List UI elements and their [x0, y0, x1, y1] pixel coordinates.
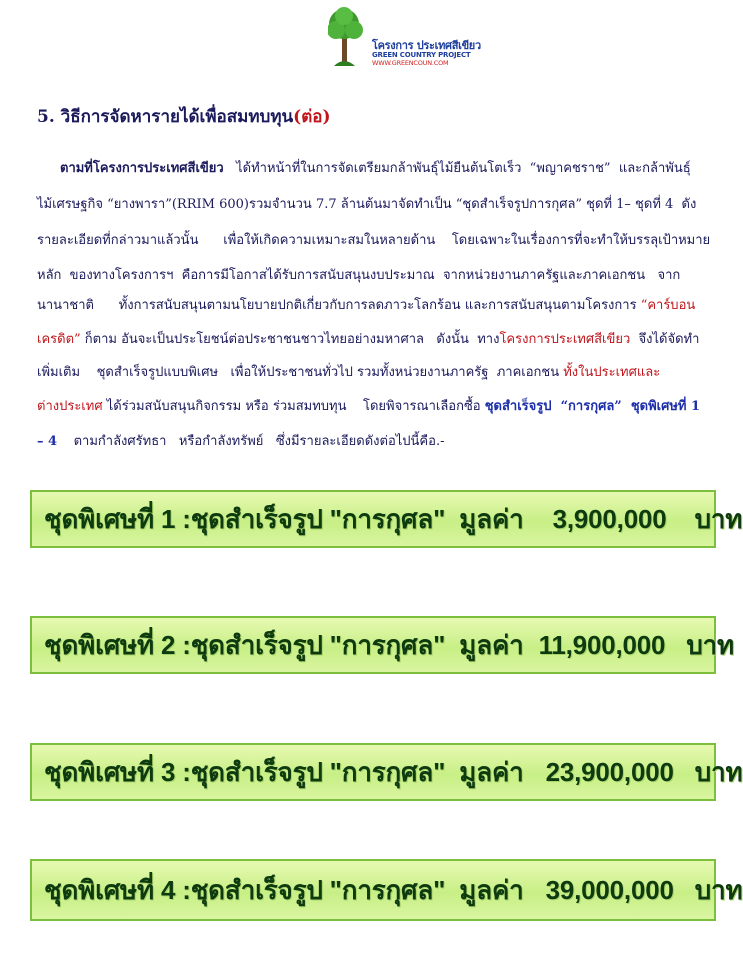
- paragraph-text: รายละเอียดที่กล่าวมาแล้วนั้น เพื่อให้เกิดความเหมาะสมในหลายด้าน โดยเฉพาะในเรื่องการที่จะทำให้บรรลุเป้าหมาย: [37, 233, 711, 248]
- paragraph-line: [37, 294, 727, 315]
- highlight-text: ชุดสำเร็จรูป “การกุศล” ชุดพิเศษที่ 1: [484, 399, 701, 414]
- paragraph-text: จึงได้จัดทำ: [630, 332, 700, 347]
- package-label: ชุดพิเศษที่ 1 :ชุดสำเร็จรูป "การกุศล" มูลค่า: [44, 503, 524, 534]
- package-value: 23,900,000 บาท: [531, 756, 743, 787]
- package-label: ชุดพิเศษที่ 3 :ชุดสำเร็จรูป "การกุศล" มูลค่า: [44, 756, 524, 787]
- package-box-2: [30, 616, 734, 674]
- section-title: [37, 103, 331, 130]
- highlight-text: “คาร์บอน: [640, 298, 696, 313]
- package-value: 3,900,000 บาท: [531, 503, 743, 534]
- package-box-4: [30, 859, 743, 921]
- package-box-1: [30, 490, 743, 548]
- package-box-3: [30, 743, 743, 801]
- paragraph-text: หลัก ของทางโครงการฯ คือการมีโอกาสได้รับการสนับสนุนงบประมาณ จากหน่วยงานภาครัฐและภาคเอกชน จาก: [37, 268, 681, 283]
- paragraph-line: [37, 229, 727, 250]
- package-label: ชุดพิเศษที่ 4 :ชุดสำเร็จรูป "การกุศล" มูลค่า: [44, 874, 524, 905]
- paragraph-line: [37, 430, 727, 451]
- paragraph-text: ได้ทำหน้าที่ในการจัดเตรียมกล้าพันธุ์ไม้ยืนต้นโตเร็ว “พญาคชราช” และกล้าพันธุ์: [236, 161, 691, 176]
- logo-url: WWW.GREENCOUN.COM: [372, 59, 449, 67]
- paragraph-text: ไม้เศรษฐกิจ “ยางพารา”(RRIM 600)รวมจำนวน 7.7 ล้านต้นมาจัดทำเป็น “ชุดสำเร็จรูปการกุศล” ชุดที่ 1– ชุดที่ 4 ดัง: [37, 197, 697, 212]
- highlight-text: – 4: [37, 434, 58, 449]
- logo: [372, 40, 482, 67]
- paragraph-line: [37, 193, 727, 214]
- paragraph-line: [37, 361, 727, 382]
- package-value: 11,900,000 บาท: [531, 629, 734, 660]
- paragraph-text: เพิ่มเติม ชุดสำเร็จรูปแบบพิเศษ เพื่อให้ประชาชนทั่วไป รวมทั้งหน่วยงานภาครัฐ ภาคเอกชน: [37, 365, 564, 380]
- paragraph-line: [37, 395, 727, 416]
- paragraph-line: [37, 328, 727, 349]
- logo-name-th: โครงการ ประเทศสีเขียว: [372, 39, 481, 52]
- package-value: 39,000,000 บาท: [531, 874, 743, 905]
- highlight-text: ทั้งในประเทศและ: [563, 365, 661, 380]
- package-label: ชุดพิเศษที่ 2 :ชุดสำเร็จรูป "การกุศล" มูลค่า: [44, 629, 524, 660]
- paragraph-text: ตามกำลังศรัทธา หรือกำลังทรัพย์ ซึ่งมีรายละเอียดดังต่อไปนี้คือ.-: [57, 434, 445, 449]
- highlight-text: เครดิต”: [37, 332, 81, 347]
- project-name: ตามที่โครงการประเทศสีเขียว: [60, 161, 224, 176]
- logo-name-en: GREEN COUNTRY PROJECT: [372, 51, 471, 59]
- paragraph-text: ก็ตาม อันจะเป็นประโยชน์ต่อประชาชนชาวไทยอย่างมหาศาล ดังนั้น ทาง: [80, 332, 500, 347]
- paragraph-line: [60, 157, 743, 178]
- section-title-main: 5. วิธีการจัดหารายได้เพื่อสมทบทุน: [37, 107, 294, 127]
- paragraph-text: นานาชาติ ทั้งการสนับสนุนตามนโยบายปกติเกี่ยวกับการลดภาวะโลกร้อน และการสนับสนุนตามโครงการ: [37, 298, 641, 313]
- highlight-text: โครงการประเทศสีเขียว: [499, 332, 631, 347]
- section-title-suffix: (ต่อ): [293, 107, 331, 127]
- highlight-text: ต่างประเทศ: [37, 399, 103, 414]
- paragraph-line: [37, 264, 727, 285]
- paragraph-text: ได้ร่วมสนับสนุนกิจกรรม หรือ ร่วมสมทบทุน โดยพิจารณาเลือกซื้อ: [102, 399, 485, 414]
